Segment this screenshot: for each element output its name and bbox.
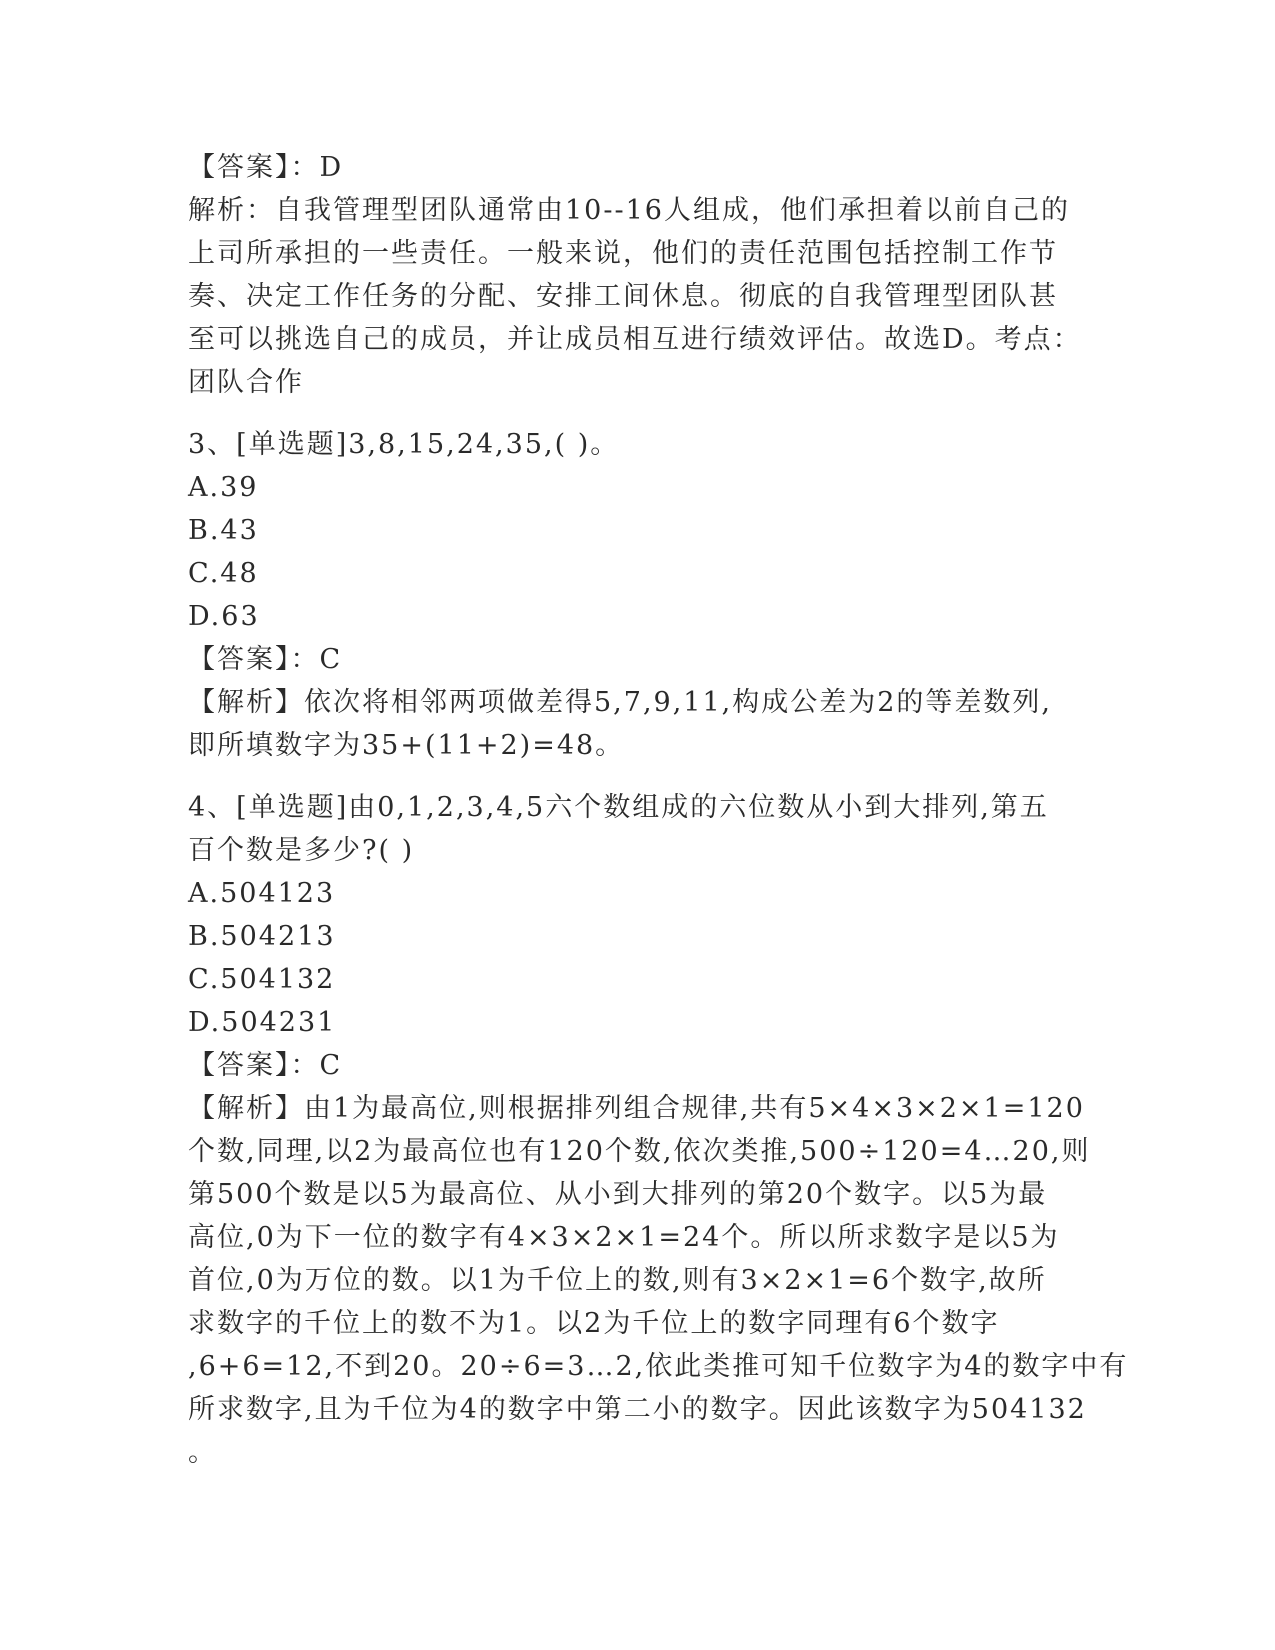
analysis-line: 第500个数是以5为最高位、从小到大排列的第20个数字。以5为最 (188, 1179, 1048, 1210)
answer-label: 【答案】：D (188, 152, 344, 183)
analysis-line: 解析：自我管理型团队通常由10--16人组成，他们承担着以前自己的 (188, 195, 1070, 226)
analysis-line: 高位,0为下一位的数字有4×3×2×1=24个。所以所求数字是以5为 (188, 1222, 1060, 1253)
option-c: C.48 (188, 558, 259, 589)
answer-label: 【答案】：C (188, 1050, 343, 1081)
option-a: A.39 (188, 472, 259, 503)
answer-label: 【答案】：C (188, 644, 343, 675)
analysis-line: 首位,0为万位的数。以1为千位上的数,则有3×2×1=6个数字,故所 (188, 1265, 1047, 1296)
question-4 (188, 786, 1129, 1474)
option-c: C.504132 (188, 964, 336, 995)
analysis-line: 求数字的千位上的数不为1。以2为千位上的数字同理有6个数字 (188, 1308, 1000, 1339)
analysis-line: 至可以挑选自己的成员，并让成员相互进行绩效评估。故选D。考点： (188, 324, 1082, 355)
analysis-line: 即所填数字为35+(11+2)=48。 (188, 730, 625, 761)
analysis-line: 团队合作 (188, 367, 304, 398)
question-stem: 4、[单选题]由0,1,2,3,4,5六个数组成的六位数从小到大排列,第五 (188, 792, 1049, 823)
question-3 (188, 423, 1088, 767)
option-b: B.43 (188, 515, 259, 546)
analysis-line: 上司所承担的一些责任。一般来说，他们的责任范围包括控制工作节 (188, 238, 1058, 269)
option-d: D.504231 (188, 1007, 337, 1038)
analysis-line: 。 (188, 1437, 217, 1468)
analysis-line: 奏、决定工作任务的分配、安排工间休息。彻底的自我管理型团队甚 (188, 281, 1058, 312)
section-gap (188, 404, 1088, 423)
analysis-line: 个数,同理,以2为最高位也有120个数,依次类推,500÷120=4…20,则 (188, 1136, 1091, 1167)
option-b: B.504213 (188, 921, 336, 952)
option-d: D.63 (188, 601, 260, 632)
document-content (188, 146, 1129, 1474)
analysis-line: ,6+6=12,不到20。20÷6=3…2,依此类推可知千位数字为4的数字中有 (188, 1351, 1129, 1382)
question-stem: 百个数是多少?( ) (188, 835, 415, 866)
analysis-line: 【解析】由1为最高位,则根据排列组合规律,共有5×4×3×2×1=120 (188, 1093, 1085, 1124)
option-a: A.504123 (188, 878, 336, 909)
question-stem: 3、[单选题]3,8,15,24,35,( )。 (188, 429, 620, 460)
section-gap (188, 767, 1088, 786)
analysis-line: 所求数字,且为千位为4的数字中第二小的数字。因此该数字为504132 (188, 1394, 1087, 1425)
answer-block-2 (188, 146, 1088, 404)
analysis-line: 【解析】依次将相邻两项做差得5,7,9,11,构成公差为2的等差数列, (188, 687, 1052, 718)
